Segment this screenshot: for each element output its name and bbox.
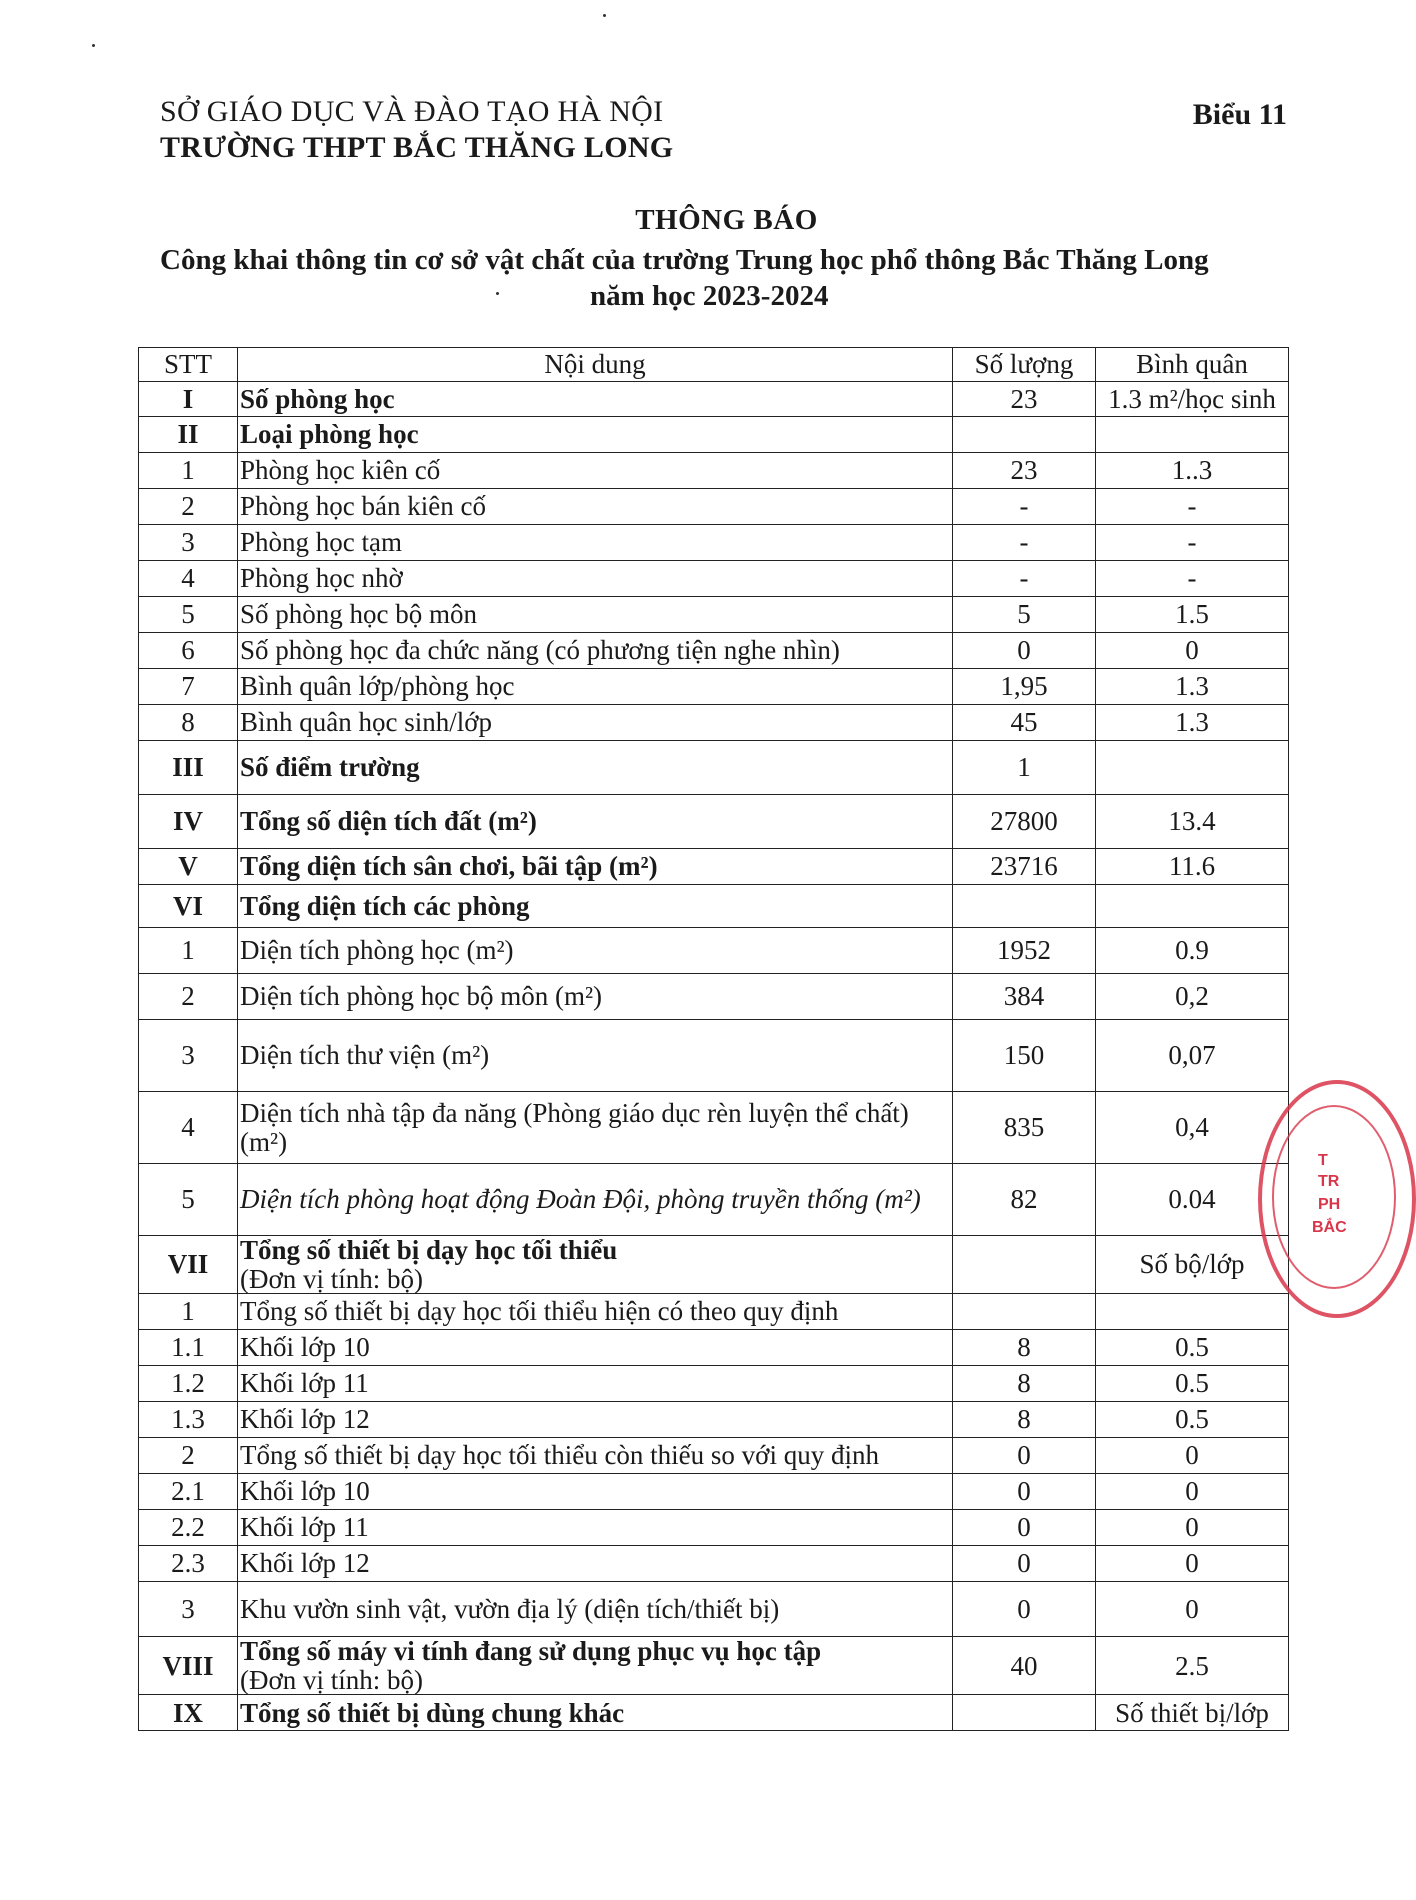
row-content (238, 1546, 953, 1582)
row-content (238, 525, 953, 561)
row-content (238, 1582, 953, 1637)
table-row (139, 1236, 1289, 1294)
row-average: - (1096, 561, 1289, 597)
table-row (139, 1330, 1289, 1366)
row-stt: 1.3 (139, 1402, 238, 1438)
row-content-label: Bình quân học sinh/lớp (240, 707, 493, 738)
row-content (238, 795, 953, 849)
row-stt: 1.2 (139, 1366, 238, 1402)
row-content (238, 561, 953, 597)
row-content-label: Khối lớp 10 (240, 1476, 370, 1507)
stamp-text: TR (1318, 1173, 1340, 1190)
row-average: 1.3 (1096, 705, 1289, 741)
row-average (1096, 741, 1289, 795)
row-stt: 1 (139, 1294, 238, 1330)
row-content (238, 974, 953, 1020)
scan-speck (603, 14, 606, 17)
table-row (139, 597, 1289, 633)
table-row (139, 795, 1289, 849)
row-content (238, 1020, 953, 1092)
row-content (238, 885, 953, 928)
table-row (139, 741, 1289, 795)
row-content (238, 633, 953, 669)
row-content (238, 928, 953, 974)
row-average: 0 (1096, 633, 1289, 669)
row-content-label: Diện tích thư viện (m²) (240, 1040, 490, 1071)
table-row (139, 1510, 1289, 1546)
row-stt: VIII (139, 1637, 238, 1695)
row-average: 0.5 (1096, 1366, 1289, 1402)
row-content-label: Tổng số thiết bị dạy học tối thiểu còn thiếu so với quy định (240, 1440, 879, 1471)
row-quantity: - (953, 525, 1096, 561)
table-row (139, 1294, 1289, 1330)
row-quantity (953, 1294, 1096, 1330)
row-stt: II (139, 417, 238, 453)
row-stt: 8 (139, 705, 238, 741)
row-stt: 6 (139, 633, 238, 669)
row-content (238, 597, 953, 633)
row-quantity: 0 (953, 1546, 1096, 1582)
row-content-label: Diện tích phòng học bộ môn (m²) (240, 981, 603, 1012)
school-name: TRƯỜNG THPT BẮC THĂNG LONG (160, 131, 674, 164)
stamp-text: PH (1318, 1196, 1341, 1213)
facilities-table (138, 347, 1289, 1731)
row-stt: 2.2 (139, 1510, 238, 1546)
row-quantity: 40 (953, 1637, 1096, 1695)
row-average (1096, 1294, 1289, 1330)
table-row (139, 1164, 1289, 1236)
row-content-label: Số phòng học đa chức năng (có phương tiện nghe nhìn) (240, 635, 840, 666)
table-row (139, 1438, 1289, 1474)
row-average: 0,07 (1096, 1020, 1289, 1092)
notice-title: THÔNG BÁO (635, 204, 818, 236)
row-content-label: Tổng diện tích sân chơi, bãi tập (m²) (240, 851, 658, 882)
table-header-row (139, 348, 1289, 382)
row-stt: 7 (139, 669, 238, 705)
row-content (238, 489, 953, 525)
table-row (139, 705, 1289, 741)
row-content-label: Số phòng học (240, 383, 395, 414)
row-content-label: Tổng số thiết bị dùng chung khác (240, 1697, 625, 1728)
row-quantity: 27800 (953, 795, 1096, 849)
table-row (139, 1582, 1289, 1637)
row-content-label: Phòng học kiên cố (240, 455, 441, 486)
row-stt: 1.1 (139, 1330, 238, 1366)
row-quantity: 8 (953, 1330, 1096, 1366)
row-stt: IX (139, 1695, 238, 1731)
row-content (238, 1366, 953, 1402)
row-average: 0.5 (1096, 1402, 1289, 1438)
school-year: năm học 2023-2024 (590, 280, 829, 312)
header-average: Bình quân (1096, 348, 1289, 382)
table-row (139, 928, 1289, 974)
header-stt: STT (139, 348, 238, 382)
row-average: 1.3 (1096, 669, 1289, 705)
row-average (1096, 417, 1289, 453)
table-row (139, 1474, 1289, 1510)
stamp-text: T (1318, 1152, 1328, 1169)
row-stt: 1 (139, 453, 238, 489)
row-content (238, 1164, 953, 1236)
row-stt: 3 (139, 1582, 238, 1637)
row-average (1096, 885, 1289, 928)
row-content-label: Loại phòng học (240, 419, 419, 450)
row-content-label: Khối lớp 11 (240, 1368, 369, 1399)
scan-speck (92, 44, 95, 47)
row-stt: III (139, 741, 238, 795)
row-quantity: 8 (953, 1402, 1096, 1438)
row-content (238, 669, 953, 705)
row-content-label: Tổng diện tích các phòng (240, 890, 530, 921)
row-stt: 2 (139, 1438, 238, 1474)
row-content-label: Khối lớp 12 (240, 1404, 370, 1435)
row-average: 1..3 (1096, 453, 1289, 489)
header-quantity: Số lượng (953, 348, 1096, 382)
row-content-label: Khối lớp 10 (240, 1332, 370, 1363)
form-number: Biểu 11 (1192, 98, 1287, 131)
row-stt: 5 (139, 1164, 238, 1236)
row-average: 0 (1096, 1582, 1289, 1637)
row-average: 0 (1096, 1510, 1289, 1546)
row-quantity: 384 (953, 974, 1096, 1020)
row-average: - (1096, 489, 1289, 525)
row-average: 0,2 (1096, 974, 1289, 1020)
row-content (238, 1438, 953, 1474)
row-quantity: 23 (953, 382, 1096, 417)
row-average: 13.4 (1096, 795, 1289, 849)
table-row (139, 669, 1289, 705)
row-content-label: Phòng học bán kiên cố (240, 491, 486, 522)
row-content-label: Phòng học nhờ (240, 563, 403, 594)
row-content-label: Khối lớp 11 (240, 1512, 369, 1543)
row-stt: IV (139, 795, 238, 849)
row-content-label: Tổng số thiết bị dạy học tối thiểu (240, 1235, 618, 1265)
row-content (238, 1402, 953, 1438)
row-content (238, 1510, 953, 1546)
table-row (139, 1637, 1289, 1695)
row-quantity: 0 (953, 633, 1096, 669)
row-average: 0 (1096, 1438, 1289, 1474)
row-quantity: 8 (953, 1366, 1096, 1402)
org-name: SỞ GIÁO DỤC VÀ ĐÀO TẠO HÀ NỘI (160, 95, 664, 128)
table-row (139, 1020, 1289, 1092)
row-content-label: Số phòng học bộ môn (240, 599, 478, 630)
row-quantity: - (953, 561, 1096, 597)
table-row (139, 1546, 1289, 1582)
table-row (139, 1695, 1289, 1731)
row-stt: V (139, 849, 238, 885)
row-average: 0.04 (1096, 1164, 1289, 1236)
table-row (139, 382, 1289, 417)
table-body (139, 382, 1289, 1731)
table-row (139, 1402, 1289, 1438)
row-content-label: Khu vườn sinh vật, vườn địa lý (diện tích/thiết bị) (240, 1593, 780, 1624)
row-content-label: Khối lớp 12 (240, 1548, 370, 1579)
row-quantity: 45 (953, 705, 1096, 741)
row-average: 0 (1096, 1474, 1289, 1510)
row-content-label: Số điểm trường (240, 752, 420, 783)
table-row (139, 561, 1289, 597)
row-stt: 5 (139, 597, 238, 633)
row-quantity: 1952 (953, 928, 1096, 974)
row-quantity (953, 1236, 1096, 1294)
table-row (139, 885, 1289, 928)
row-stt: 4 (139, 561, 238, 597)
table-row (139, 453, 1289, 489)
row-stt: 3 (139, 525, 238, 561)
row-content (238, 741, 953, 795)
row-quantity: 0 (953, 1582, 1096, 1637)
row-stt: 2.1 (139, 1474, 238, 1510)
row-average: 0 (1096, 1546, 1289, 1582)
row-average: Số bộ/lớp (1096, 1236, 1289, 1294)
row-average: 0.5 (1096, 1330, 1289, 1366)
row-average: 1.3 m²/học sinh (1096, 382, 1289, 417)
row-content (238, 417, 953, 453)
row-content-label: Tổng số thiết bị dạy học tối thiểu hiện có theo quy định (240, 1296, 839, 1327)
table-row (139, 849, 1289, 885)
row-quantity (953, 417, 1096, 453)
row-content (238, 1294, 953, 1330)
row-content (238, 705, 953, 741)
table-row (139, 974, 1289, 1020)
row-stt: 2.3 (139, 1546, 238, 1582)
row-content-label: Bình quân lớp/phòng học (240, 671, 515, 702)
row-quantity: 0 (953, 1510, 1096, 1546)
row-average: - (1096, 525, 1289, 561)
row-average: 1.5 (1096, 597, 1289, 633)
row-quantity: 23716 (953, 849, 1096, 885)
row-quantity: 150 (953, 1020, 1096, 1092)
row-quantity: 23 (953, 453, 1096, 489)
row-content (238, 453, 953, 489)
row-quantity: 5 (953, 597, 1096, 633)
row-stt: 2 (139, 489, 238, 525)
table-row (139, 525, 1289, 561)
row-quantity: 82 (953, 1164, 1096, 1236)
row-content-unit: (Đơn vị tính: bộ) (240, 1263, 424, 1294)
notice-subtitle: Công khai thông tin cơ sở vật chất của trường Trung học phổ thông Bắc Thăng Long (160, 244, 1209, 276)
row-quantity: 1,95 (953, 669, 1096, 705)
row-quantity: 835 (953, 1092, 1096, 1164)
table-row (139, 489, 1289, 525)
table-row (139, 1092, 1289, 1164)
row-quantity: 1 (953, 741, 1096, 795)
scan-speck (496, 292, 499, 295)
row-quantity (953, 1695, 1096, 1731)
row-content-label: Diện tích nhà tập đa năng (Phòng giáo dục rèn luyện thể chất) (m²) (240, 1097, 909, 1157)
row-quantity: 0 (953, 1438, 1096, 1474)
table-row (139, 417, 1289, 453)
table-row (139, 633, 1289, 669)
row-stt: 2 (139, 974, 238, 1020)
stamp-text: BẮC (1312, 1219, 1347, 1236)
row-content (238, 382, 953, 417)
row-quantity (953, 885, 1096, 928)
row-content-label: Diện tích phòng hoạt động Đoàn Đội, phòng truyền thống (m²) (240, 1184, 921, 1215)
row-stt: 4 (139, 1092, 238, 1164)
row-content-unit: (Đơn vị tính: bộ) (240, 1664, 424, 1695)
row-average: 0,4 (1096, 1092, 1289, 1164)
row-average: 11.6 (1096, 849, 1289, 885)
row-content (238, 1092, 953, 1164)
row-average: 2.5 (1096, 1637, 1289, 1695)
row-content-label: Tổng số diện tích đất (m²) (240, 806, 537, 837)
header-content: Nội dung (238, 348, 953, 382)
row-content-label: Tổng số máy vi tính đang sử dụng phục vụ học tập (240, 1636, 822, 1667)
row-content (238, 1474, 953, 1510)
row-stt: VII (139, 1236, 238, 1294)
row-content (238, 1236, 953, 1294)
row-content-label: Phòng học tạm (240, 527, 402, 558)
row-average: 0.9 (1096, 928, 1289, 974)
row-stt: 1 (139, 928, 238, 974)
row-content (238, 1330, 953, 1366)
row-quantity: 0 (953, 1474, 1096, 1510)
row-content (238, 1637, 953, 1695)
row-content (238, 1695, 953, 1731)
row-stt: VI (139, 885, 238, 928)
row-average: Số thiết bị/lớp (1096, 1695, 1289, 1731)
row-content-label: Diện tích phòng học (m²) (240, 935, 514, 966)
row-stt: I (139, 382, 238, 417)
row-quantity: - (953, 489, 1096, 525)
table-row (139, 1366, 1289, 1402)
row-stt: 3 (139, 1020, 238, 1092)
row-content (238, 849, 953, 885)
